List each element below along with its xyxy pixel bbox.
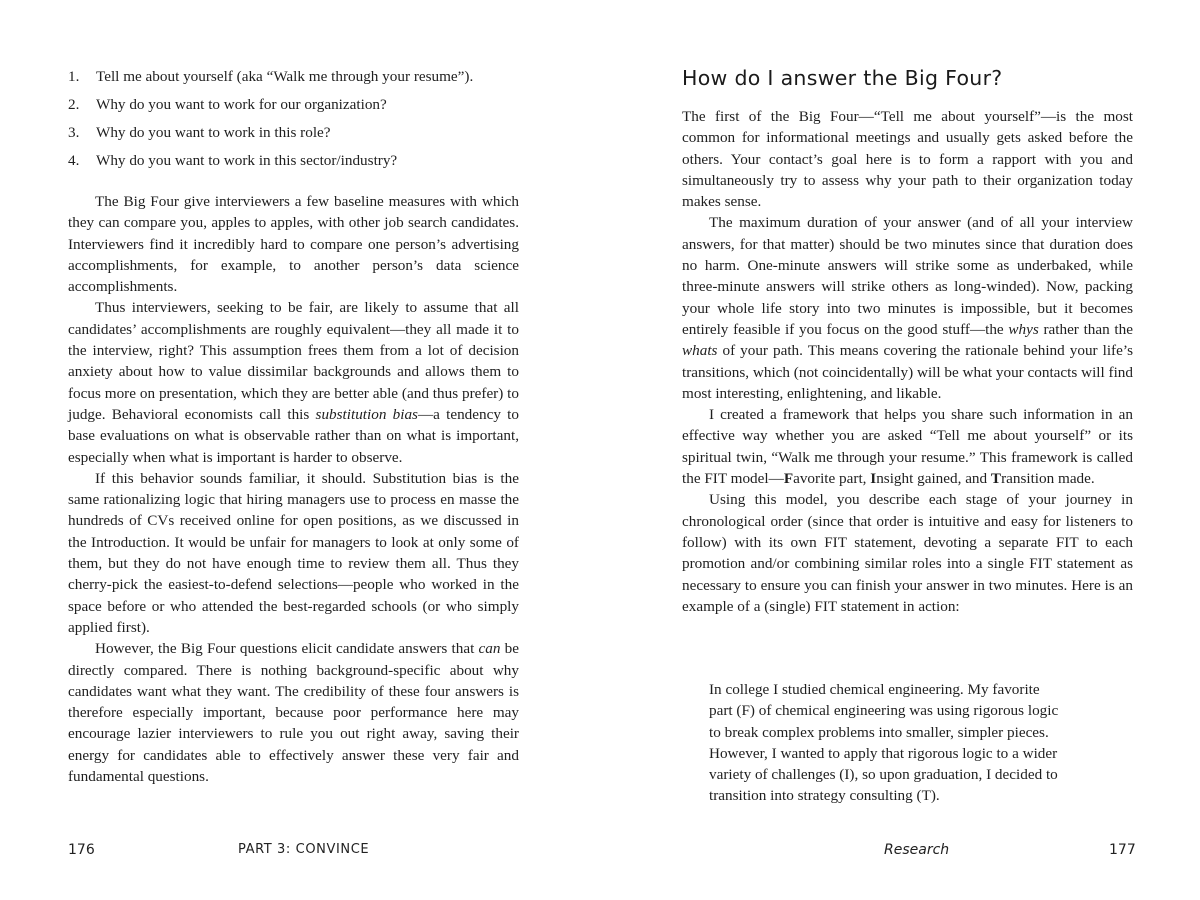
paragraph: However, the Big Four questions elicit candidate answers that can be directly compared. There is nothing background-specific about why candidates want what they want. The credibility of these four answers is therefore especially important, because poor performance here may encourage lazier interviewers to rule you out right away, saving their energy for candidates able to effectively answer these very fair and fundamental questions.	[68, 640, 519, 786]
right-body-text	[682, 106, 1133, 617]
list-item-text: Why do you want to work in this sector/industry?	[96, 152, 398, 169]
emphasis-term: whys	[1008, 320, 1039, 338]
paragraph: The Big Four give interviewers a few baseline measures with which they can compare you, apples to apples, with other job search candidates. Interviewers find it incredibly hard to compare one person’s advertising accomplishments, for example, to another person’s data science accomplishments.	[68, 193, 519, 296]
paragraph: If this behavior sounds familiar, it should. Substitution bias is the same rationalizing logic that hiring managers use to process en masse the hundreds of CVs received online for open positions, as we discussed in the Introduction. It would be unfair for managers to look at only some of them, but they do not have enough time to review them all. Thus they cherry-pick the easiest-to-defend selections—people who worked in the space before or who attended the best-regarded schools (or who simply applied first).	[68, 469, 519, 636]
emphasis-term: can	[478, 640, 501, 658]
fit-example-block	[709, 679, 1109, 807]
list-item	[68, 91, 519, 119]
list-number: 3.	[68, 124, 80, 141]
paragraph: The first of the Big Four—“Tell me about yourself”—is the most common for informational meetings and usually gets asked before the others. Your contact’s goal here is to form a rapport with you and simultaneously try to assess why your path to their organization today makes sense.	[682, 108, 1133, 211]
list-item-text: Why do you want to work in this role?	[96, 124, 331, 141]
page-number-left: 176	[68, 842, 95, 858]
left-page	[68, 0, 519, 900]
example-line: part (F) of chemical engineering was using rigorous logic	[709, 702, 1059, 720]
paragraph: Thus interviewers, seeking to be fair, are likely to assume that all candidates’ accomplishments are roughly equivalent—they all made it to the interview, right? This assumption frees them from a lot of decision anxiety about how to value dissimilar backgrounds and allows them to focus more on presentation, which they are better able (and thus prefer) to judge. Behavioral economists call this substitution bias—a tendency to base evaluations on what is observable rather than on what is important, especially when what is important is harder to observe.	[68, 299, 519, 466]
section-heading: How do I answer the Big Four?	[682, 66, 1003, 90]
right-page	[682, 0, 1136, 900]
running-head-left: PART 3: CONVINCE	[238, 842, 370, 857]
paragraph: I created a framework that helps you share such information in an effective way whether you are asked “Tell me about yourself” or its spiritual twin, “Walk me through your resume.” This framework is called the FIT model—Favorite part, Insight gained, and Transition made.	[682, 406, 1133, 488]
list-number: 2.	[68, 96, 80, 113]
running-head-right: Research	[884, 842, 950, 858]
list-item	[68, 63, 519, 91]
page-number-right: 177	[1109, 842, 1136, 858]
paragraph: Using this model, you describe each stage of your journey in chronological order (since that order is intuitive and easy for listeners to follow) with its own FIT statement, devoting a separate FIT to each promotion and/or combining similar roles into a single FIT statement as necessary to ensure you can finish your answer in two minutes. Here is an example of a (single) FIT statement in action:	[682, 491, 1133, 615]
example-line: However, I wanted to apply that rigorous logic to a wider	[709, 744, 1058, 762]
left-body-text	[68, 191, 519, 787]
fit-letter-f: F	[783, 470, 794, 488]
example-line: transition into strategy consulting (T).	[709, 787, 940, 805]
list-item-text: Why do you want to work for our organization?	[96, 96, 387, 113]
emphasis-term: substitution bias	[315, 405, 418, 423]
example-line: In college I studied chemical engineering. My favorite	[709, 681, 1040, 698]
example-line: variety of challenges (I), so upon graduation, I decided to	[709, 766, 1058, 784]
emphasis-term: whats	[682, 342, 718, 360]
fit-letter-t: T	[990, 470, 1002, 488]
paragraph: The maximum duration of your answer (and of all your interview answers, for that matter) should be two minutes since that duration does no harm. One-minute answers will strike some as underbaked, while three-minute answers will strike others as long-winded). Now, packing your whole life story into two minutes is impossible, but it becomes entirely feasible if you focus on the good stuff—the whys rather than the whats of your path. This means covering the rationale behind your life’s transitions, which (not coincidentally) will be what your contacts will find most interesting, enlightening, and likable.	[682, 214, 1133, 402]
example-line: to break complex problems into smaller, simpler pieces.	[709, 723, 1049, 741]
list-number: 1.	[68, 68, 80, 85]
list-item-text: Tell me about yourself (aka “Walk me through your resume”).	[96, 68, 474, 85]
list-number: 4.	[68, 152, 80, 169]
big-four-question-list	[68, 63, 519, 175]
fit-letter-i: I	[870, 470, 877, 488]
list-item	[68, 147, 519, 175]
list-item	[68, 119, 519, 147]
